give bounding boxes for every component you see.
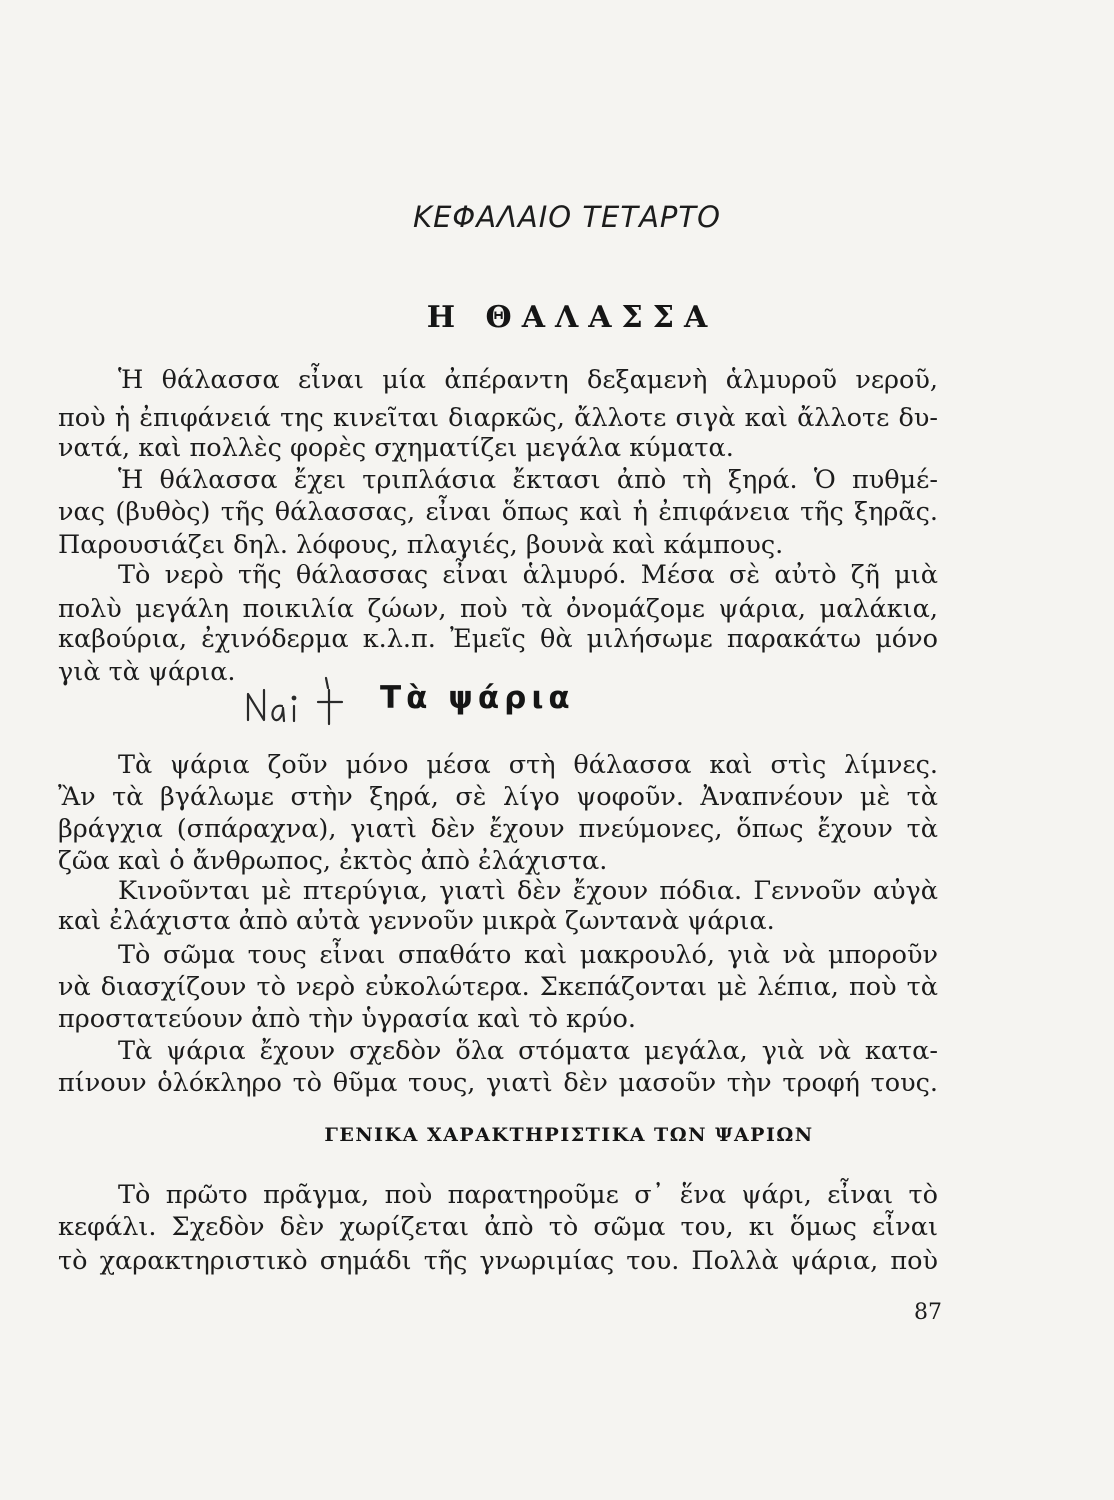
text-line: βράγχια (σπάραχνα), γιατὶ δὲν ἔχουν πνεύμονες, ὅπως ἔχουν τὰ [58,814,938,844]
text-line: νὰ διασχίζουν τὸ νερὸ εὐκολώτερα. Σκεπάζονται μὲ λέπια, ποὺ τὰ [58,972,938,1002]
text-line: προστατεύουν ἀπὸ τὴν ὑγρασία καὶ τὸ κρύο. [58,1004,636,1034]
text-line: Τὰ ψάρια ζοῦν μόνο μέσα στὴ θάλασσα καὶ στὶς λίμνες. [118,750,938,780]
text-line: νατά, καὶ πολλὲς φορὲς σχηματίζει μεγάλα κύματα. [58,433,734,463]
subsection-title: ΓΕΝΙΚΑ ΧΑΡΑΚΤΗΡΙΣΤΙΚΑ ΤΩΝ ΨΑΡΙΩΝ [324,1124,814,1146]
text-line: καὶ ἐλάχιστα ἀπὸ αὐτὰ γεννοῦν μικρὰ ζωντανὰ ψάρια. [58,906,775,936]
section-title: Τὰ ψάρια [380,680,575,716]
text-line: νας (βυθὸς) τῆς θάλασσας, εἶναι ὅπως καὶ ἡ ἐπιφάνεια τῆς ξηρᾶς. [58,497,938,527]
text-line: κεφάλι. Σχεδὸν δὲν χωρίζεται ἀπὸ τὸ σῶμα του, κι ὅμως εἶναι [58,1212,938,1242]
text-line: Παρουσιάζει δηλ. λόφους, πλαγιές, βουνὰ καὶ κάμπους. [58,530,784,560]
text-line: Κινοῦνται μὲ πτερύγια, γιατὶ δὲν ἔχουν πόδια. Γεννοῦν αὐγὰ [118,876,938,906]
text-line: πολὺ μεγάλη ποικιλία ζώων, ποὺ τὰ ὀνομάζομε ψάρια, μαλάκια, [58,594,938,624]
handwritten-note [242,676,352,736]
text-line: γιὰ τὰ ψάρια. [58,657,236,687]
text-line: ζῶα καὶ ὁ ἄνθρωπος, ἐκτὸς ἀπὸ ἐλάχιστα. [58,846,608,876]
text-line: Ἡ θάλασσα ἔχει τριπλάσια ἔκτασι ἀπὸ τὴ ξηρά. Ὁ πυθμέ- [118,465,938,495]
text-line: τὸ χαρακτηριστικὸ σημάδι τῆς γνωριμίας του. Πολλὰ ψάρια, ποὺ [58,1246,938,1276]
text-line: Τὰ ψάρια ἔχουν σχεδὸν ὅλα στόματα μεγάλα, γιὰ νὰ κατα- [118,1036,938,1066]
text-line: ποὺ ἡ ἐπιφάνειά της κινεῖται διαρκῶς, ἄλλοτε σιγὰ καὶ ἄλλοτε δυ- [58,403,938,433]
chapter-heading: ΚΕΦΑΛΑΙΟ ΤΕΤΑΡΤΟ [413,200,721,234]
main-title: Η ΘΑΛΑΣΣΑ [426,300,718,335]
text-line: Ἡ θάλασσα εἶναι μία ἀπέραντη δεξαμενὴ ἁλμυροῦ νεροῦ, [118,365,938,395]
text-line: πίνουν ὁλόκληρο τὸ θῦμα τους, γιατὶ δὲν μασοῦν τὴν τροφή τους. [58,1068,938,1098]
page-number: 87 [914,1300,942,1325]
text-line: καβούρια, ἐχινόδερμα κ.λ.π. Ἐμεῖς θὰ μιλήσωμε παρακάτω μόνο [58,624,938,654]
text-line: Τὸ πρῶτο πρᾶγμα, ποὺ παρατηροῦμε σ᾽ ἕνα ψάρι, εἶναι τὸ [118,1180,938,1210]
text-line: Ἂν τὰ βγάλωμε στὴν ξηρά, σὲ λίγο ψοφοῦν. Ἀναπνέουν μὲ τὰ [58,782,938,812]
text-line: Τὸ νερὸ τῆς θάλασσας εἶναι ἁλμυρό. Μέσα σὲ αὐτὸ ζῆ μιὰ [118,560,938,590]
text-line: Τὸ σῶμα τους εἶναι σπαθάτο καὶ μακρουλό, γιὰ νὰ μποροῦν [118,940,938,970]
